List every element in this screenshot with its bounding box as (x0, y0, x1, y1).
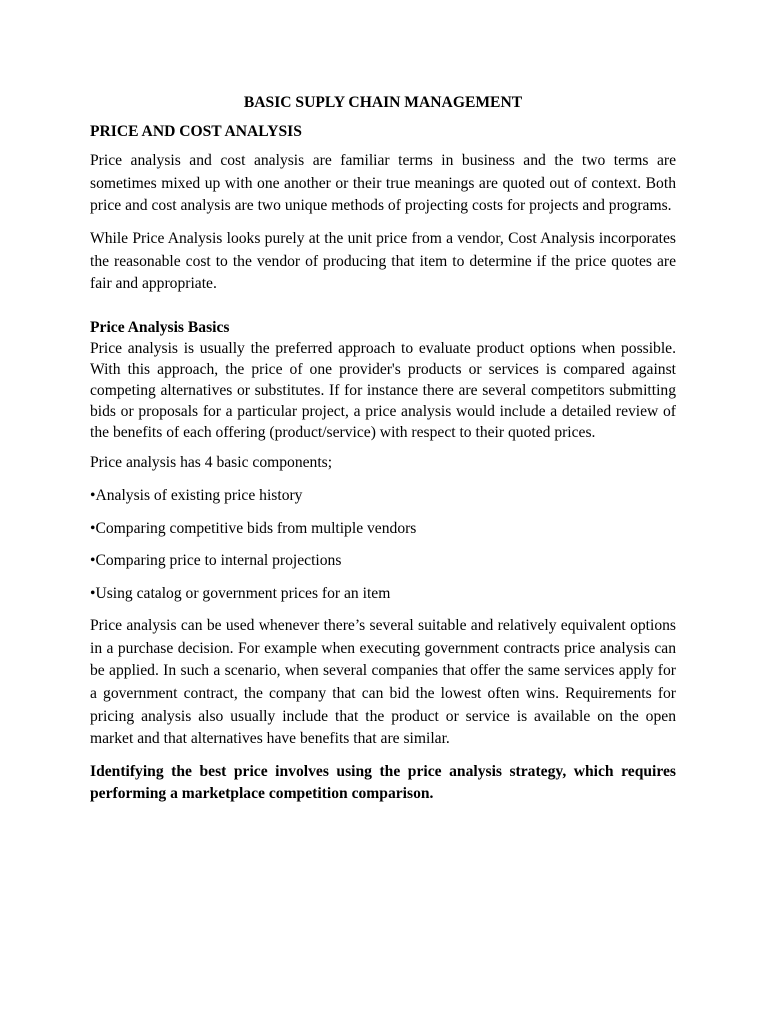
basics-paragraph: Price analysis is usually the preferred approach to evaluate product options when possible. With this approach, the price of one provider's products or services is compared against competing alternatives or substitutes. If for instance there are several competitors submitting bids or proposals for a particular project, a price analysis would include a detailed review of the benefits of each offering (product/service) with respect to their quoted prices. (90, 340, 676, 441)
document-page (90, 92, 676, 816)
second-paragraph: While Price Analysis looks purely at the unit price from a vendor, Cost Analysis incorporates the reasonable cost to the vendor of producing that item to determine if the price quotes are fair and appropriate. (90, 229, 676, 293)
price-analysis-basics-heading: Price Analysis Basics (90, 318, 230, 336)
closing-bold-paragraph: Identifying the best price involves using the price analysis strategy, which requires performing a marketplace competition comparison. (90, 762, 676, 803)
list-item: •Using catalog or government prices for an item (90, 584, 391, 602)
list-item: •Comparing competitive bids from multiple vendors (90, 519, 417, 537)
usage-paragraph: Price analysis can be used whenever there’s several suitable and relatively equivalent options in a purchase decision. For example when executing government contracts price analysis can be applied. In such a scenario, when several companies that offer the same services apply for a government contract, the company that can bid the lowest often wins. Requirements for pricing analysis also usually include that the product or service is available on the open market and that alternatives have benefits that are similar. (90, 617, 676, 748)
components-intro: Price analysis has 4 basic components; (90, 454, 333, 472)
intro-paragraph: Price analysis and cost analysis are familiar terms in business and the two terms are sometimes mixed up with one another or their true meanings are quoted out of context. Both price and cost analysis are two unique methods of projecting costs for projects and programs. (90, 152, 676, 215)
section-heading: PRICE AND COST ANALYSIS (90, 122, 302, 140)
components-list (90, 485, 676, 605)
document-title: BASIC SUPLY CHAIN MANAGEMENT (243, 94, 523, 111)
list-item: •Comparing price to internal projections (90, 552, 342, 570)
list-item: •Analysis of existing price history (90, 486, 303, 504)
